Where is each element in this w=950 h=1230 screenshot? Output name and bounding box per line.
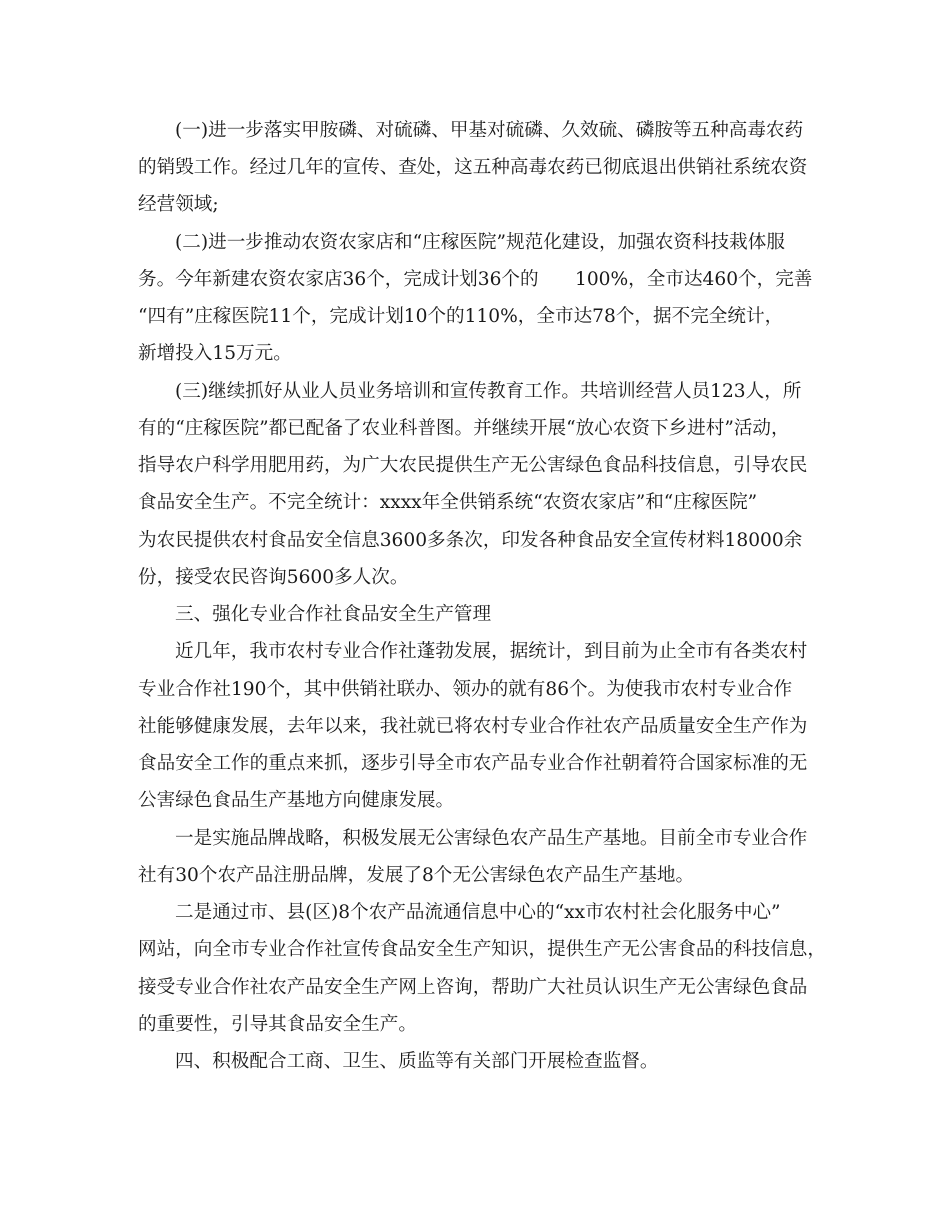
text-line: 食品安全工作的重点来抓，逐步引导全市农产品专业合作社朝着符合国家标准的无 bbox=[138, 753, 808, 774]
text-line: 食品安全生产。不完全统计：xxxx年全供销系统“农资农家店”和“庄稼医院” bbox=[138, 492, 758, 513]
text-line: 经营领域; bbox=[138, 194, 219, 215]
text-line: 务。今年新建农资农家店36个，完成计划36个的 bbox=[138, 269, 539, 290]
text-line: (一)进一步落实甲胺磷、对硫磷、甲基对硫磷、久效硫、磷胺等五种高毒农药 bbox=[175, 120, 804, 141]
text-line: 社有30个农产品注册品牌，发展了8个无公害绿色农产品生产基地。 bbox=[138, 865, 695, 886]
text-line: 公害绿色食品生产基地方向健康发展。 bbox=[138, 790, 455, 811]
text-line: 为农民提供农村食品安全信息3600多条次，印发各种食品安全宣传材料18000余 bbox=[138, 530, 803, 551]
text-line: 一是实施品牌战略，积极发展无公害绿色农产品生产基地。目前全市专业合作 bbox=[175, 828, 808, 849]
text-line: “四有”庄稼医院11个，完成计划10个的110%，全市达78个，据不完全统计， bbox=[138, 306, 784, 327]
section-heading: 三、强化专业合作社食品安全生产管理 bbox=[175, 604, 492, 625]
text-line: 专业合作社190个，其中供销社联办、领办的就有86个。为使我市农村专业合作 bbox=[138, 679, 793, 700]
text-line: 有的“庄稼医院”都已配备了农业科普图。并继续开展“放心农资下乡进村”活动， bbox=[138, 418, 790, 439]
text-line: 社能够健康发展，去年以来，我社就已将农村专业合作社农产品质量安全生产作为 bbox=[138, 716, 808, 737]
text-line: 新增投入15万元。 bbox=[138, 343, 292, 364]
text-line: 二是通过市、县(区)8个农产品流通信息中心的“xx市农村社会化服务中心” bbox=[175, 902, 781, 923]
text-line: (二)进一步推动农资农家店和“庄稼医院”规范化建设，加强农资科技栽体服 bbox=[175, 232, 785, 253]
text-line: 份，接受农民咨询5600多人次。 bbox=[138, 567, 409, 588]
text-line: 的销毁工作。经过几年的宣传、查处，这五种高毒农药已彻底退出供销社系统农资 bbox=[138, 157, 808, 178]
text-line: 的重要性，引导其食品安全生产。 bbox=[138, 1014, 417, 1035]
text-line: 近几年，我市农村专业合作社蓬勃发展，据统计，到目前为止全市有各类农村 bbox=[175, 641, 808, 662]
text-line: 网站，向全市专业合作社宣传食品安全生产知识，提供生产无公害食品的科技信息， bbox=[138, 939, 826, 960]
section-heading: 四、积极配合工商、卫生、质监等有关部门开展检查监督。 bbox=[175, 1051, 659, 1072]
text-line: 指导农户科学用肥用药，为广大农民提供生产无公害绿色食品科技信息，引导农民 bbox=[138, 455, 808, 476]
text-line: 100%，全市达460个，完善 bbox=[575, 269, 813, 290]
text-line: (三)继续抓好从业人员业务培训和宣传教育工作。共培训经营人员123人，所 bbox=[175, 381, 802, 402]
text-line: 接受专业合作社农产品安全生产网上咨询，帮助广大社员认识生产无公害绿色食品 bbox=[138, 977, 808, 998]
